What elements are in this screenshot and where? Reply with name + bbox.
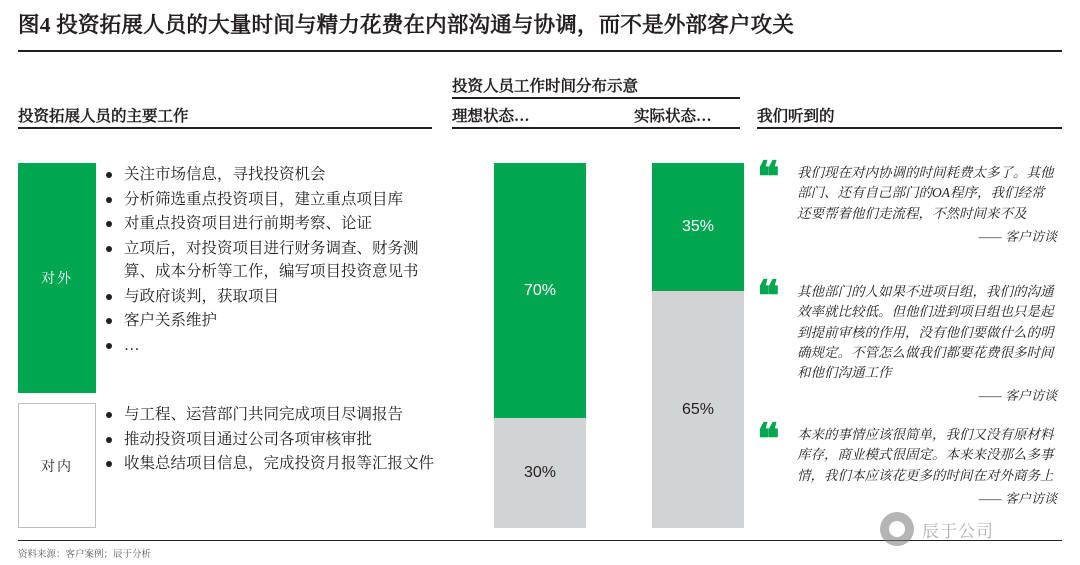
quote-attribution: —— 客户访谈: [978, 490, 1057, 506]
list-item: 推动投资项目通过公司各项审核审批: [104, 428, 434, 452]
column-header-actual: 实际状态…: [634, 108, 712, 125]
column-divider-work: [18, 127, 432, 129]
list-item: 分析筛选重点投资项目，建立重点项目库: [104, 188, 434, 212]
quote-mark-icon: ❝: [757, 155, 777, 201]
list-item: 收集总结项目信息，完成投资月报等汇报文件: [104, 452, 434, 476]
bar-actual: [652, 163, 744, 528]
list-item: 立项后，对投资项目进行财务调查、财务测算、成本分析等工作，编写项目投资意见书: [104, 237, 434, 284]
task-list-internal: [104, 403, 434, 477]
bar-ideal: [494, 163, 586, 528]
column-header-heard: 我们听到的: [757, 108, 835, 125]
source-note: 资料来源：客户案例；辰于分析: [18, 550, 152, 560]
bar-segment-actual-external: 35%: [652, 163, 744, 291]
list-item: 客户关系维护: [104, 309, 434, 333]
quote-mark-icon: ❝: [757, 417, 777, 463]
bar-segment-actual-internal: 65%: [652, 291, 744, 528]
quote-block-3: [757, 417, 1057, 507]
task-list-external: [104, 163, 434, 358]
quote-block-2: [757, 274, 1057, 404]
watermark-text: 辰于公司: [922, 521, 994, 541]
column-divider-states: [452, 127, 740, 129]
list-item: …: [104, 334, 434, 358]
quote-text: 本来的事情应该很简单，我们又没有原材料库存，商业模式很固定。本来来没那么多事情，我们本应该花更多的时间在对外商务上: [797, 427, 1054, 483]
list-item: 与工程、运营部门共同完成项目尽调报告: [104, 403, 434, 427]
quote-text: 其他部门的人如果不进项目组，我们的沟通效率就比较低。但他们进到项目组也只是起到提前审核的作用，没有他们要做什么的明确规定。不管怎么做我们都要花费很多时间和他们沟通工作: [797, 284, 1054, 380]
page-title: 图4 投资拓展人员的大量时间与精力花费在内部沟通与协调，而不是外部客户攻关: [18, 13, 795, 37]
column-header-work: 投资拓展人员的主要工作: [18, 108, 189, 125]
watermark-logo-icon: [880, 512, 914, 546]
bar-segment-ideal-external: 70%: [494, 163, 586, 418]
title-divider: [18, 50, 1062, 52]
column-divider-distribution: [452, 97, 740, 99]
quote-mark-icon: ❝: [757, 274, 777, 320]
list-item: 与政府谈判，获取项目: [104, 285, 434, 309]
list-item: 对重点投资项目进行前期考察、论证: [104, 212, 434, 236]
category-box-external: 对外: [18, 163, 96, 393]
quote-attribution: —— 客户访谈: [978, 228, 1057, 244]
bar-segment-ideal-internal: 30%: [494, 418, 586, 528]
column-divider-heard: [757, 127, 1062, 129]
quote-block-1: [757, 155, 1057, 245]
list-item: 关注市场信息，寻找投资机会: [104, 163, 434, 187]
watermark: [880, 505, 1070, 553]
column-header-ideal: 理想状态…: [452, 108, 530, 125]
quote-text: 我们现在对内协调的时间耗费太多了。其他部门、还有自己部门的OA程序，我们经常还要帮着他们走流程，不然时间来不及: [797, 165, 1054, 221]
quote-attribution: —— 客户访谈: [978, 388, 1057, 404]
column-header-distribution: 投资人员工作时间分布示意: [452, 78, 639, 95]
category-box-internal: 对内: [18, 403, 96, 528]
